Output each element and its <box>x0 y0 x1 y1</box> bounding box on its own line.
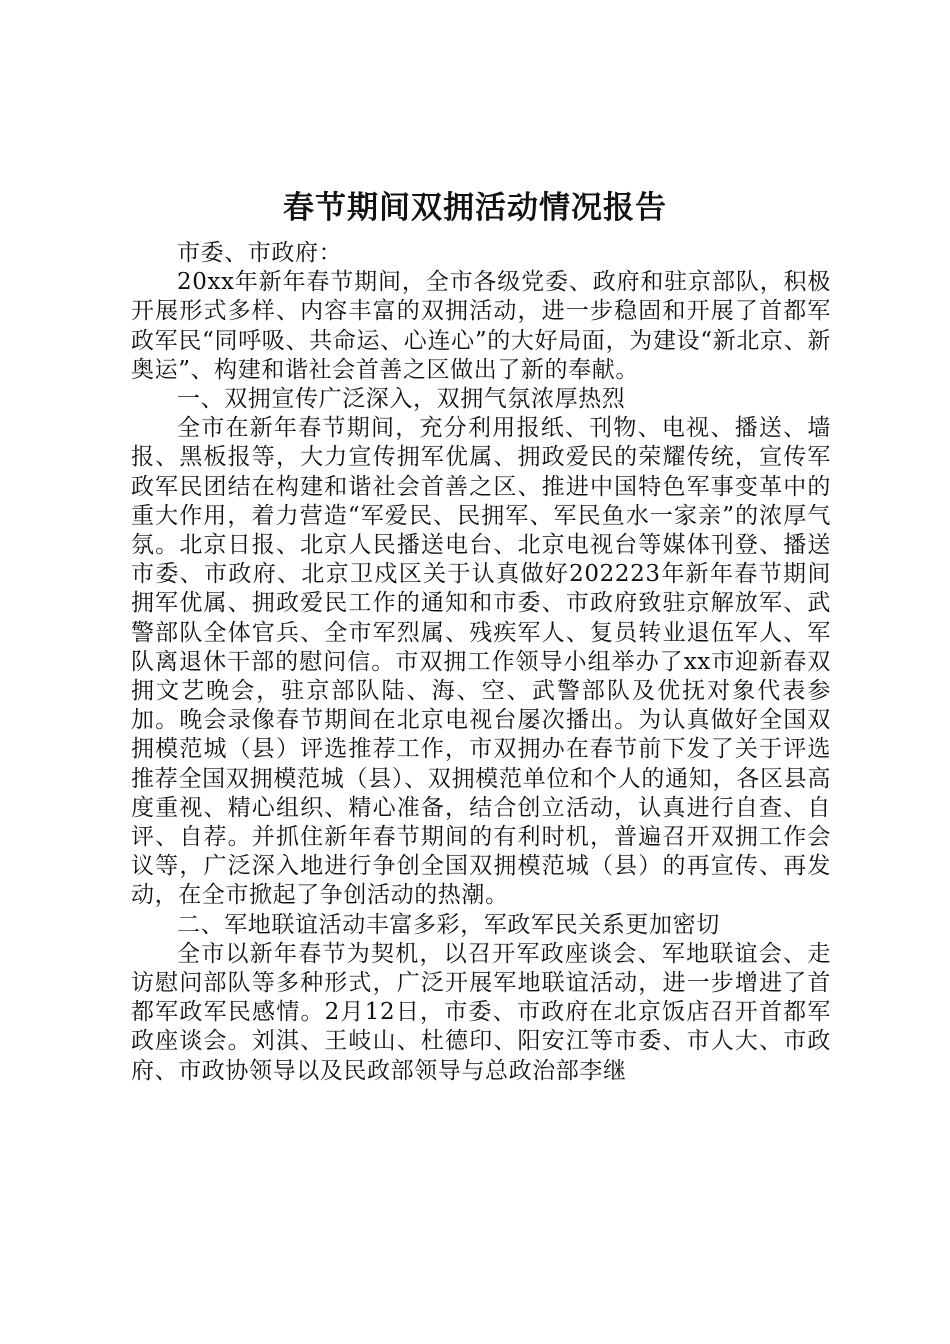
paragraph-section-1: 全市在新年春节期间，充分利用报纸、刊物、电视、播送、墙报、黑板报等，大力宣传拥军优属、拥政爱民的荣耀传统，宣传军政军民团结在构建和谐社会首善之区、推进中国特色军事变革中的重大作用，着力营造“军爱民、民拥军、军民鱼水一家亲”的浓厚气氛。北京日报、北京人民播送电台、北京电视台等媒体刊登、播送市委、市政府、北京卫戍区关于认真做好202223年新年春节期间拥军优属、拥政爱民工作的通知和市委、市政府致驻京解放军、武警部队全体官兵、全市军烈属、残疾军人、复员转业退伍军人、军队离退休干部的慰问信。市双拥工作领导小组举办了xx市迎新春双拥文艺晚会，驻京部队陆、海、空、武警部队及优抚对象代表参加。晚会录像春节期间在北京电视台屡次播出。为认真做好全国双拥模范城（县）评选推荐工作，市双拥办在春节前下发了关于评选推荐全国双拥模范城（县）、双拥模范单位和个人的通知，各区县高度重视、精心组织、精心准备，结合创立活动，认真进行自查、自评、自荐。并抓住新年春节期间的有利时机，普遍召开双拥工作会议等，广泛深入地进行争创全国双拥模范城（县）的再宣传、再发动，在全市掀起了争创活动的热潮。 <box>131 415 831 909</box>
section-heading-1: 一、双拥宣传广泛深入，双拥气氛浓厚热烈 <box>177 386 626 413</box>
document-body <box>131 239 831 1086</box>
paragraph-section-2: 全市以新年春节为契机，以召开军政座谈会、军地联谊会、走访慰问部队等多种形式，广泛开展军地联谊活动，进一步增进了首都军政军民感情。2月12日，市委、市政府在北京饭店召开首都军政座谈会。刘淇、王岐山、杜德印、阳安江等市委、市人大、市政府、市政协领导以及民政部领导与总政治部李继 <box>131 940 831 1084</box>
paragraph-intro: 20xx年新年春节期间，全市各级党委、政府和驻京部队，积极开展形式多样、内容丰富的双拥活动，进一步稳固和开展了首都军政军民“同呼吸、共命运、心连心”的大好局面，为建设“新北京、新奥运”、构建和谐社会首善之区做出了新的奉献。 <box>131 269 831 383</box>
salutation: 市委、市政府： <box>177 240 343 266</box>
document-title: 春节期间双拥活动情况报告 <box>283 190 667 226</box>
section-heading-2: 二、军地联谊活动丰富多彩，军政军民关系更加密切 <box>177 911 720 938</box>
